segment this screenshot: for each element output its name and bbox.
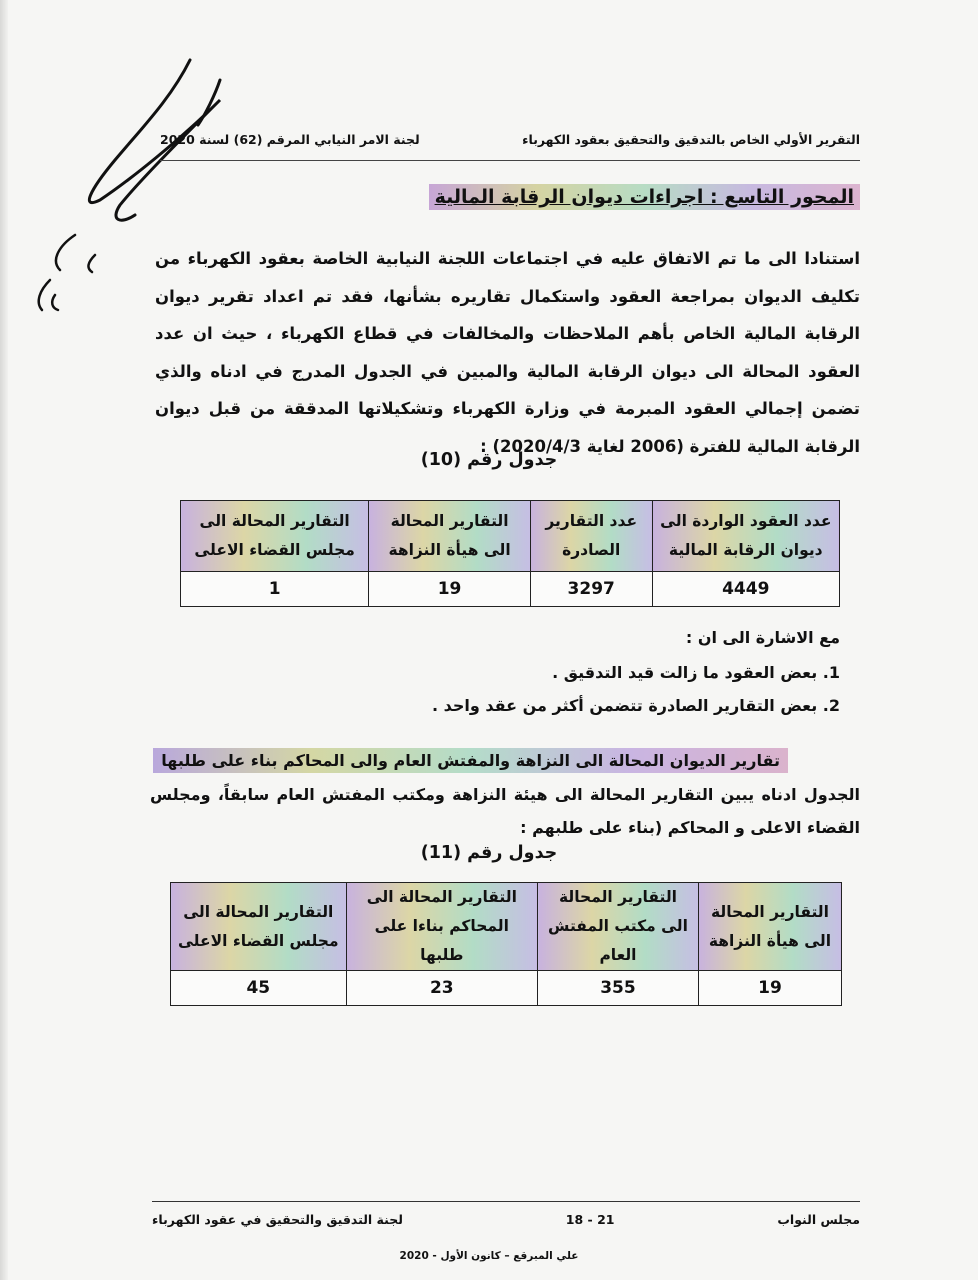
table-cell: 19: [698, 971, 841, 1006]
table-header-cell: التقارير المحالة الى مجلس القضاء الاعلى: [181, 501, 369, 572]
header-divider: [160, 160, 860, 161]
page-number: 21 - 18: [565, 1212, 615, 1227]
committee-name: لجنة الامر النيابي المرقم (62) لسنة 2020: [160, 132, 420, 147]
table-header-cell: التقارير المحالة الى المحاكم بناءا على طلبها: [346, 883, 537, 971]
table-10-caption: جدول رقم (10): [420, 450, 558, 470]
footer-committee: لجنة التدقيق والتحقيق في عقود الكهرباء: [152, 1212, 403, 1227]
table-header-row: [181, 501, 840, 572]
section-title: المحور التاسع : اجراءات ديوان الرقابة المالية: [429, 184, 860, 210]
list-item: 1. بعض العقود ما زالت قيد التدقيق .: [552, 663, 840, 682]
footer-divider: [152, 1201, 860, 1202]
table-cell: 19: [369, 572, 531, 607]
table-11-caption: جدول رقم (11): [420, 843, 558, 863]
table-header-cell: التقارير المحالة الى مكتب المفتش العام: [538, 883, 699, 971]
page-footer: [152, 1212, 860, 1227]
table-row: [171, 971, 842, 1006]
page-edge: [0, 0, 8, 1280]
table-cell: 1: [181, 572, 369, 607]
table-header-cell: التقارير المحالة الى هيأة النزاهة: [369, 501, 531, 572]
table-header-cell: عدد التقارير الصادرة: [530, 501, 652, 572]
notes-intro: مع الاشارة الى ان :: [685, 628, 840, 647]
table-cell: 3297: [530, 572, 652, 607]
table-10: [180, 500, 840, 607]
table-11: [170, 882, 842, 1006]
table-row: [181, 572, 840, 607]
table-cell: 23: [346, 971, 537, 1006]
running-header: [160, 132, 860, 147]
table-header-cell: عدد العقود الواردة الى ديوان الرقابة المالية: [652, 501, 839, 572]
footer-author-date: علي المبرقع – كانون الأول - 2020: [399, 1250, 579, 1262]
table-header-row: [171, 883, 842, 971]
subsection-title: تقارير الديوان المحالة الى النزاهة والمفتش العام والى المحاكم بناء على طلبها: [153, 748, 788, 773]
table-cell: 45: [171, 971, 347, 1006]
intro-paragraph: استنادا الى ما تم الاتفاق عليه في اجتماعات اللجنة النيابية الخاصة بعقود الكهرباء من تكليف الديوان بمراجعة العقود واستكمال تقاريره بشأنها، فقد تم اعداد تقرير ديوان الرقابة المالية الخاص بأهم الملاحظات والمخالفات في قطاع الكهرباء ، حيث ان عدد العقود المحالة الى ديوان الرقابة المالية والمبين في الجدول المدرج في ادناه والذي تضمن إجمالي العقود المبرمة في وزارة الكهرباء وتشكيلاتها المدققة من قبل ديوان الرقابة المالية للفترة (2006 لغاية 2020/4/3) :: [155, 249, 860, 456]
list-item: 2. بعض التقارير الصادرة تتضمن أكثر من عقد واحد .: [431, 696, 840, 715]
table-cell: 4449: [652, 572, 839, 607]
table-cell: 355: [538, 971, 699, 1006]
footer-institution: مجلس النواب: [777, 1212, 860, 1227]
notes-list: [432, 656, 840, 722]
table-header-cell: التقارير المحالة الى هيأة النزاهة: [698, 883, 841, 971]
table-header-cell: التقارير المحالة الى مجلس القضاء الاعلى: [171, 883, 347, 971]
report-title: التقرير الأولي الخاص بالتدقيق والتحقيق بعقود الكهرباء: [522, 132, 860, 147]
table-11-intro-paragraph: الجدول ادناه يبين التقارير المحالة الى هيئة النزاهة ومكتب المفتش العام سابقاً، ومجلس القضاء الاعلى و المحاكم (بناء على طلبهم :: [150, 785, 860, 837]
